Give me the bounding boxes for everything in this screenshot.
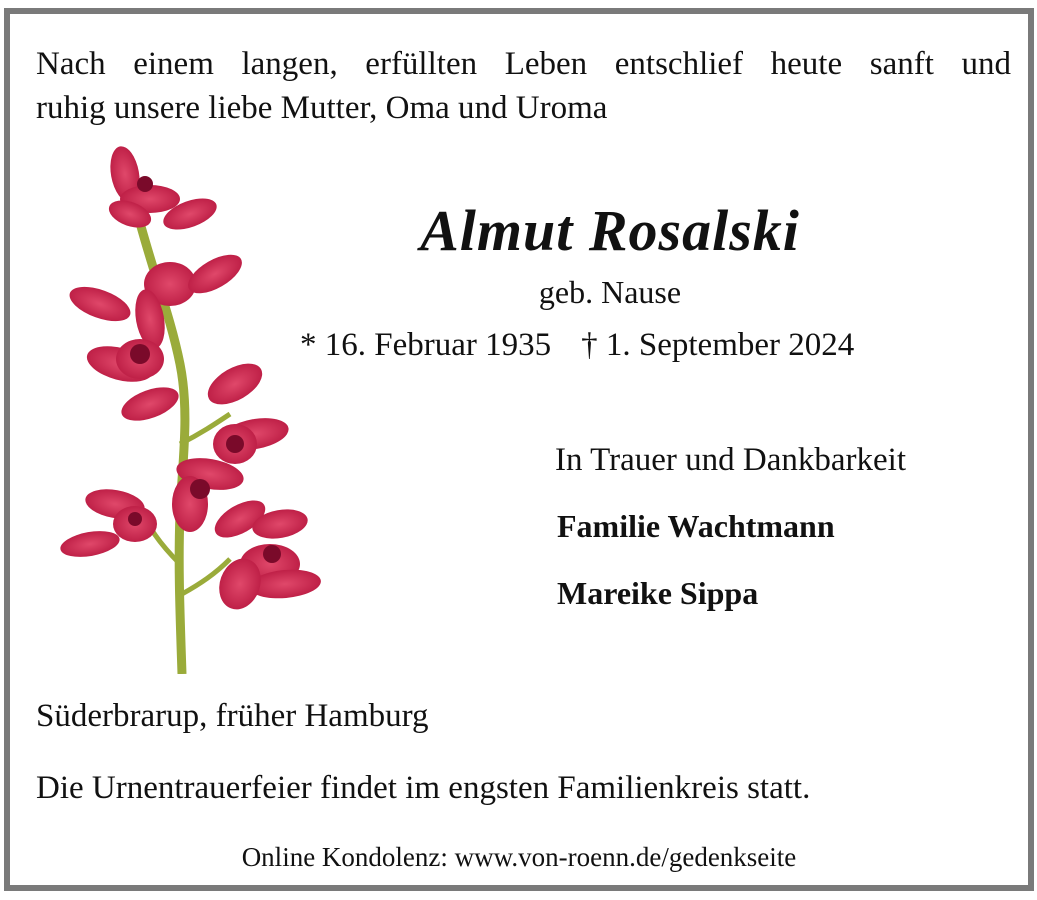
online-condolence: Online Kondolenz: www.von-roenn.de/gedenkseite [241, 842, 797, 872]
obituary-notice [4, 8, 1034, 891]
life-dates [300, 327, 854, 364]
intro-line-1: Nach einem langen, erfüllten Leben entschlief heute sanft und [36, 46, 1011, 82]
family-name-2: Mareike Sippa [557, 575, 759, 611]
mourning-text: In Trauer und Dankbarkeit [555, 442, 907, 478]
death-date: † 1. September 2024 [581, 327, 855, 363]
deceased-name: Almut Rosalski [420, 198, 800, 263]
intro-text [36, 42, 1011, 130]
family-name-1: Familie Wachtmann [557, 508, 835, 544]
orchid-flower-image [40, 144, 330, 674]
place-text: Süderbrarup, früher Hamburg [36, 698, 429, 734]
intro-line-2: ruhig unsere liebe Mutter, Oma und Uroma [36, 90, 608, 126]
ceremony-text: Die Urnentrauerfeier findet im engsten Familienkreis statt. [36, 770, 811, 806]
birth-date: * 16. Februar 1935 [300, 327, 552, 363]
maiden-name: geb. Nause [538, 274, 682, 310]
